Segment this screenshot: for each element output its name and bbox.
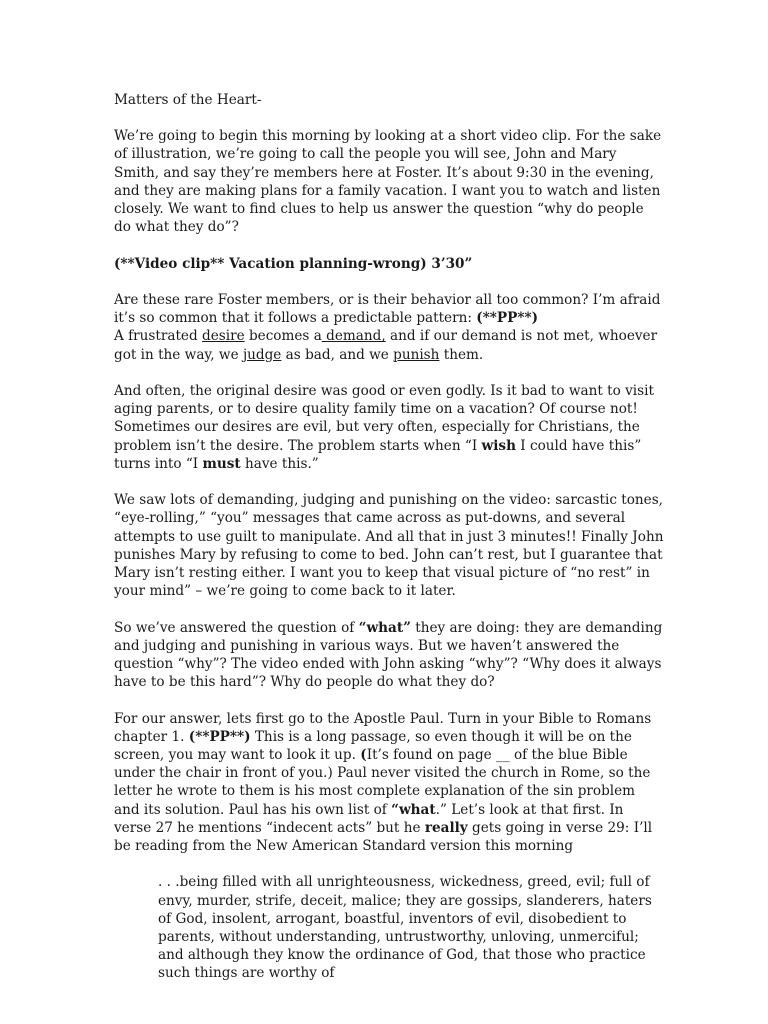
keyword-punish: punish	[393, 346, 440, 363]
keyword-judge: judge	[242, 346, 282, 363]
paragraph-what-why: So we’ve answered the question of “what” they are doing: they are demanding and judging and punishing in various ways. But we haven’t answered the question “why”? The video ended with John asking “why”? “Why does it always have to be this hard”? Why do people do what they do?	[114, 619, 663, 691]
paragraph-romans: For our answer, lets first go to the Apostle Paul. Turn in your Bible to Romans chapter 1. (**PP**) This is a long passage, so even though it will be on the screen, you may want to look it up. (It’s found on page __ of the blue Bible under the chair in front of you.) Paul never visited the church in Rome, so the letter he wrote to them is his most complete explanation of the sin problem and its solution. Paul has his own list of “what.” Let’s look at that first. In verse 27 he mentions “indecent acts” but he really gets going in verse 29: I’ll be reading from the New American Standard version this morning	[114, 710, 653, 855]
paragraph-video-observations: We saw lots of demanding, judging and punishing on the video: sarcastic tones, “eye-rolling,” “you” messages that came across as put-downs, and several attempts to use guilt to manipulate. And all that in just 3 minutes!! Finally John punishes Mary by refusing to come to bed. John can’t rest, but I guarantee that Mary isn’t resting either. I want you to keep that visual picture of “no rest” in your mind” – we’re going to come back to it later.	[114, 492, 664, 600]
video-clip-note: (**Video clip** Vacation planning-wrong) 3’30”	[114, 255, 473, 272]
document-title: Matters of the Heart-	[114, 92, 262, 108]
keyword-desire: desire	[202, 328, 245, 345]
paragraph-video-clip	[114, 255, 664, 273]
paragraph-pattern: Are these rare Foster members, or is their behavior all too common? I’m afraid it’s so common that it follows a predictable pattern: (**PP**) A frustrated desire becomes a demand, and if our demand is not met, whoever got in the way, we judge as bad, and we punish them.	[114, 292, 661, 363]
keyword-demand: demand,	[321, 328, 386, 345]
scripture-quote: . . .being filled with all unrighteousness, wickedness, greed, evil; full of envy, murder, strife, deceit, malice; they are gossips, slanderers, haters of God, insolent, arrogant, boastful, inventors of evil, disobedient to parents, without understanding, untrustworthy, unloving, unmerciful; and although they know the ordinance of God, that those who practice such things are worthy of	[158, 874, 652, 982]
paragraph-desires: And often, the original desire was good or even godly. Is it bad to want to visit aging parents, or to desire quality family time on a vacation? Of course not! Sometimes our desires are evil, but very often, especially for Christians, the problem isn’t the desire. The problem starts when “I wish I could have this” turns into “I must have this.”	[114, 383, 654, 472]
document-page	[114, 91, 664, 983]
pp-marker: (**PP**)	[476, 310, 539, 327]
paragraph-intro: We’re going to begin this morning by looking at a short video clip. For the sake of illustration, we’re going to call the people you will see, John and Mary Smith, and say they’re members here at Foster. It’s about 9:30 in the evening, and they are making plans for a family vacation. I want you to watch and listen closely. We want to find clues to help us answer the question “why do people do what they do”?	[114, 128, 662, 236]
